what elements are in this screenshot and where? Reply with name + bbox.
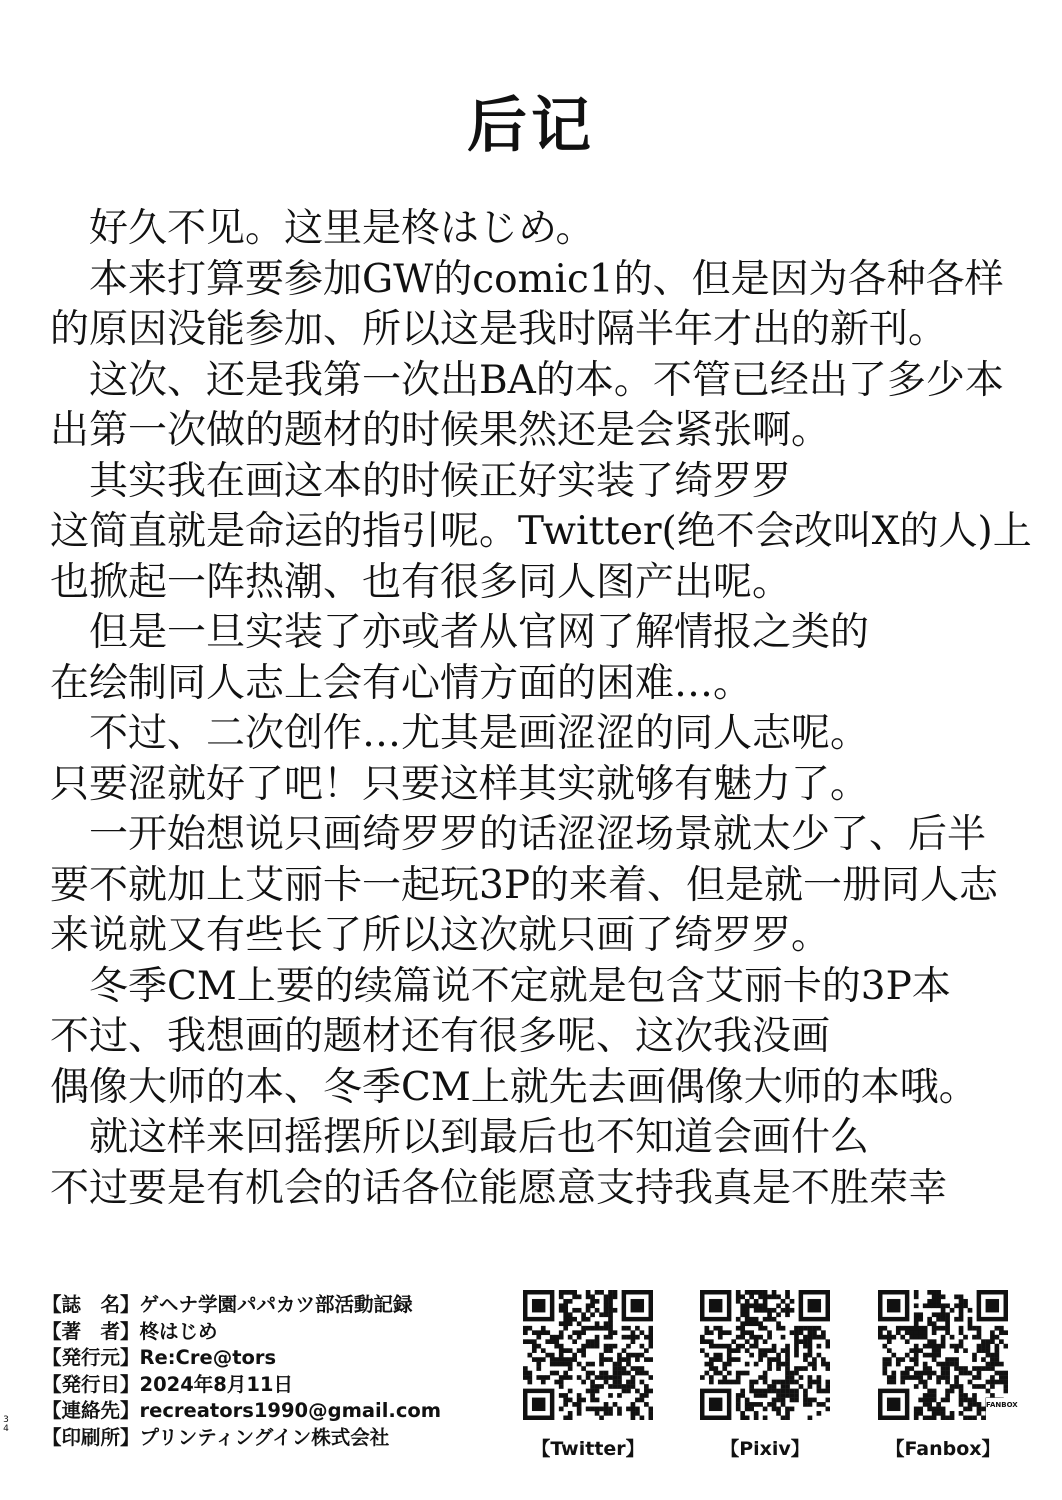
paragraph-line: 这次、还是我第一次出BA的本。不管已经出了多少本 [50, 357, 1004, 403]
paragraph-line: 不过要是有机会的话各位能愿意支持我真是不胜荣幸 [50, 1165, 948, 1211]
colophon-author: 【著 者】柊はじめ [42, 1319, 218, 1343]
paragraph-line: 好久不见。这里是柊はじめ。 [50, 206, 595, 251]
paragraph-line: 一开始想说只画绮罗罗的话涩涩场景就太少了、后半 [50, 812, 987, 857]
paragraph-line: 但是一旦实装了亦或者从官网了解情报之类的 [50, 610, 870, 655]
paragraph-line: 来说就又有些长了所以这次就只画了绮罗罗。 [50, 913, 831, 958]
twitter-qr-label: 【Twitter】 [531, 1438, 645, 1460]
paragraph-line: 出第一次做的题材的时候果然还是会紧张啊。 [50, 408, 831, 453]
paragraph-line: 的原因没能参加、所以这是我时隔半年才出的新刊。 [50, 307, 948, 352]
colophon-date: 【発行日】2024年8月11日 [42, 1372, 293, 1396]
paragraph-line: 就这样来回摇摆所以到最后也不知道会画什么 [50, 1115, 870, 1160]
qr-code-icon[interactable] [523, 1290, 653, 1420]
afterword-body [50, 204, 1040, 1214]
twitter-qr-block[interactable] [523, 1290, 655, 1461]
fanbox-logo-icon: FANBOX [986, 1398, 1008, 1420]
pixiv-qr-block[interactable] [700, 1290, 832, 1461]
qr-code-icon[interactable] [700, 1290, 830, 1420]
page-number: 34 [3, 1415, 9, 1434]
page-title: 后记 [467, 91, 595, 161]
colophon-printer: 【印刷所】プリンティングイン株式会社 [42, 1425, 390, 1449]
colophon-title: 【誌 名】ゲヘナ学園パパカツ部活動記録 [42, 1293, 413, 1316]
paragraph-line: 只要涩就好了吧！只要这样其实就够有魅力了。 [50, 761, 870, 807]
paragraph-line: 在绘制同人志上会有心情方面的困难…。 [50, 660, 753, 706]
paragraph-line: 不过、我想画的题材还有很多呢、这次我没画 [50, 1014, 831, 1059]
pixiv-qr-label: 【Pixiv】 [720, 1438, 810, 1460]
colophon-contact: 【連絡先】recreators1990@gmail.com [42, 1399, 442, 1422]
paragraph-line: 不过、二次创作…尤其是画涩涩的同人志呢。 [50, 711, 870, 756]
paragraph-line: 本来打算要参加GW的comic1的、但是因为各种各样 [50, 256, 1004, 302]
fanbox-qr-label: 【Fanbox】 [885, 1438, 1001, 1460]
paragraph-line: 要不就加上艾丽卡一起玩3P的来着、但是就一册同人志 [50, 862, 999, 908]
colophon-publisher: 【発行元】Re:Cre@tors [42, 1346, 277, 1369]
colophon [42, 1292, 441, 1451]
paragraph-line: 冬季CM上要的续篇说不定就是包含艾丽卡的3P本 [50, 963, 951, 1009]
qr-code-icon[interactable] [878, 1290, 1018, 1420]
paragraph-line: 其实我在画这本的时候正好实装了绮罗罗 [50, 458, 792, 504]
paragraph-line: 也掀起一阵热潮、也有很多同人图产出呢。 [50, 559, 792, 605]
fanbox-qr-block[interactable] [878, 1290, 1018, 1461]
paragraph-line: 偶像大师的本、冬季CM上就先去画偶像大师的本哦。 [50, 1064, 978, 1110]
paragraph-line: 这简直就是命运的指引呢。Twitter(绝不会改叫X的人)上 [50, 509, 1032, 554]
